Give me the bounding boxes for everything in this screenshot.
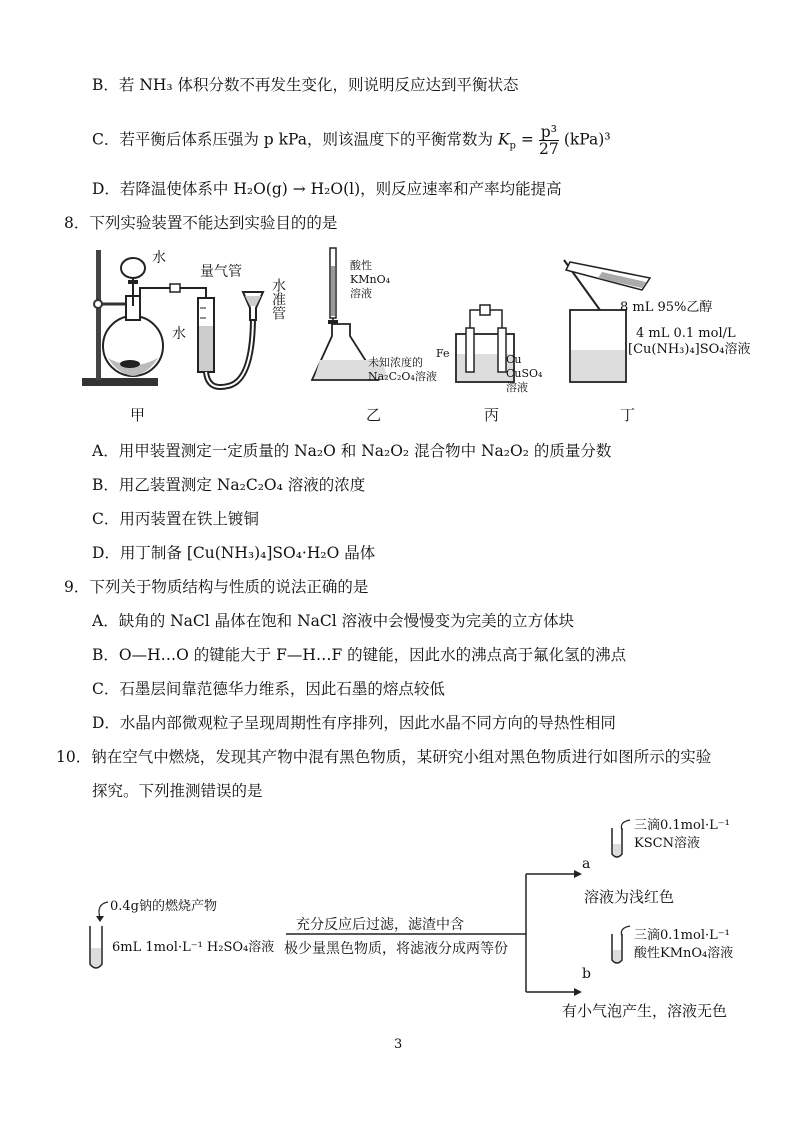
arrow-label-bottom: 极少量黑色物质，将滤液分成两等份 [284,941,508,957]
q8-option-d: D．用丁制备 [Cu(NH₃)₄]SO₄·H₂O 晶体 [92,544,376,562]
fraction-numerator: p³ [540,123,557,141]
q9-option-b: B．O—H…O 的键能大于 F—H…F 的键能，因此水的沸点高于氟化氢的沸点 [92,646,627,664]
label-kscn-1: 三滴0.1mol·L⁻¹ [634,818,730,833]
kp-unit: (kPa)³ [563,130,611,149]
label-b: b [582,966,591,982]
fraction [539,124,559,157]
q9-option-a: A．缺角的 NaCl 晶体在饱和 NaCl 溶液中会慢慢变为完美的立方体块 [92,612,575,630]
label-cuso4-2: 溶液 [506,381,528,394]
q8-option-a: A．用甲装置测定一定质量的 Na₂O 和 Na₂O₂ 混合物中 Na₂O₂ 的质量分数 [92,442,612,460]
q7-option-c-text: C．若平衡后体系压强为 p kPa，则该温度下的平衡常数为 [92,130,498,149]
q10-stem-2: 探究。下列推测错误的是 [92,782,263,800]
fraction-denominator: 27 [538,140,559,158]
label-gas-tube: 量气管 [200,264,242,280]
q7-option-d: D．若降温使体系中 H₂O(g) → H₂O(l)，则反应速率和产率均能提高 [92,180,562,198]
q8-option-c: C．用丙装置在铁上镀铜 [92,510,259,528]
arrow-label-top: 充分反应后过滤，滤渣中含 [296,917,464,933]
label-level-tube: 水准管 [270,278,286,320]
label-kmno4-1: 酸性 [350,259,372,272]
apparatus-ding [562,256,652,388]
caption-jia: 甲 [130,406,146,424]
apparatus-jia [78,246,298,396]
label-cu-amm-1: 4 mL 0.1 mol/L [636,326,736,341]
q9-option-c: C．石墨层间靠范德华力维系，因此石墨的熔点较低 [92,680,445,698]
q10-stem-1: 10．钠在空气中燃烧，发现其产物中混有黑色物质，某研究小组对黑色物质进行如图所示的实验 [56,748,712,766]
kp-subscript: p [509,140,516,152]
label-cuso4: CuSO₄ [506,367,543,380]
label-sample: 0.4g钠的燃烧产物 [110,899,217,914]
caption-ding: 丁 [620,406,636,424]
result-b: 有小气泡产生，溶液无色 [562,1002,728,1020]
label-acid: 6mL 1mol·L⁻¹ H₂SO₄溶液 [112,940,275,955]
caption-yi: 乙 [366,406,382,424]
q8-stem: 8．下列实验装置不能达到实验目的的是 [64,214,338,232]
equals-sign: = [515,130,539,149]
label-cu: Cu [506,353,522,366]
label-unknown: 未知浓度的 [368,356,423,369]
q9-stem: 9．下列关于物质结构与性质的说法正确的是 [64,578,369,596]
q9-option-d: D．水晶内部微观粒子呈现周期性有序排列，因此水晶不同方向的导热性相同 [92,714,616,732]
caption-bing: 丙 [484,406,500,424]
kp-symbol: K [497,130,510,149]
q7-option-b: B．若 NH₃ 体积分数不再发生变化，则说明反应达到平衡状态 [92,76,519,94]
label-ethanol: 8 mL 95%乙醇 [620,300,713,315]
label-water-side: 水 [172,326,186,342]
label-fe: Fe [436,347,450,360]
label-cu-amm-2: [Cu(NH₃)₄]SO₄溶液 [628,342,751,357]
label-kmno4-b1: 三滴0.1mol·L⁻¹ [634,928,730,943]
result-a: 溶液为浅红色 [584,888,675,906]
label-kmno4-3: 溶液 [350,287,372,300]
page-number: 3 [394,1037,403,1052]
label-water-top: 水 [152,250,166,266]
label-a: a [582,856,591,872]
label-kmno4-b2: 酸性KMnO₄溶液 [634,946,734,961]
q8-option-b: B．用乙装置测定 Na₂C₂O₄ 溶液的浓度 [92,476,366,494]
label-kscn-2: KSCN溶液 [634,836,700,851]
label-na2c2o4: Na₂C₂O₄溶液 [368,370,437,383]
q7-option-c [92,124,611,158]
label-kmno4-2: KMnO₄ [350,273,390,286]
